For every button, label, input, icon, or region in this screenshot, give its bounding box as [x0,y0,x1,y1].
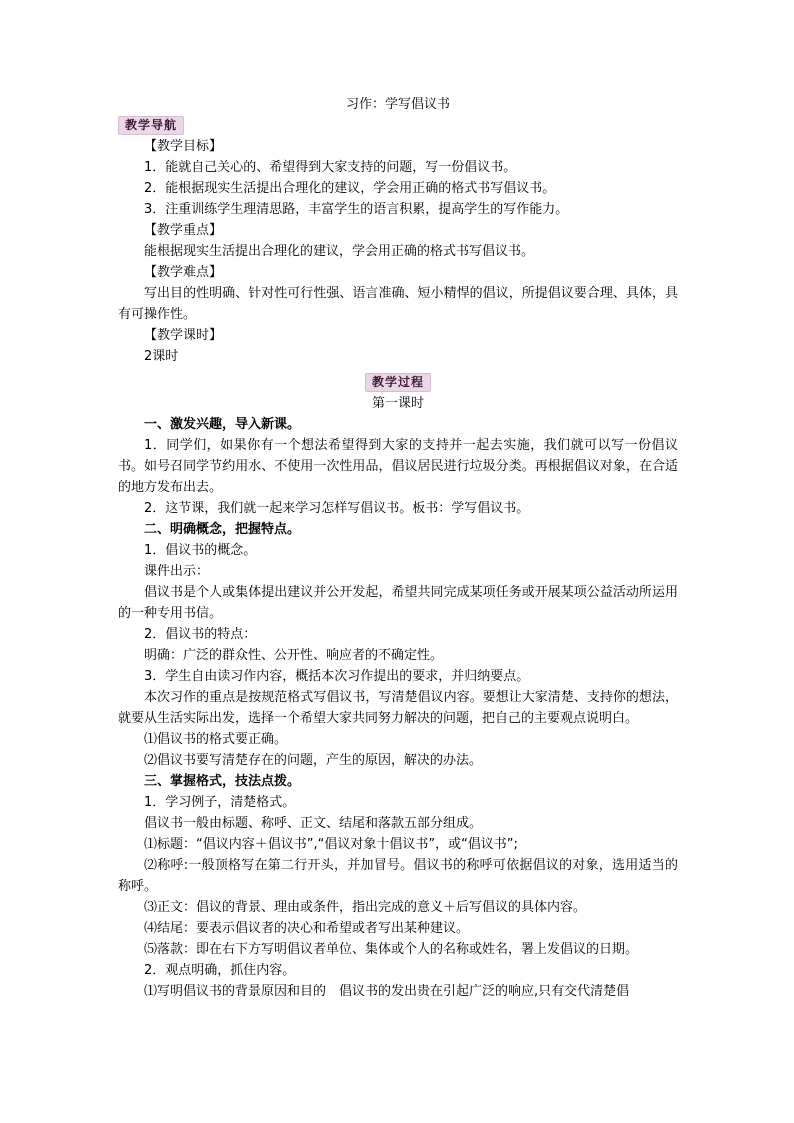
paragraph: 1．学习例子，清楚格式。 [144,795,296,810]
key-heading: 【教学重点】 [144,223,223,238]
paragraph: ⑴标题：“倡议内容＋倡议书”,“倡议对象十倡议书”，或“倡议书”; [144,837,518,852]
paragraph: 2．这节课，我们就一起来学习怎样写倡议书。板书：学写倡议书。 [144,501,530,516]
paragraph: 倡议书是个人或集体提出建议并公开发起，希望共同完成某项任务或开展某项公益活动所运用的一种专用书信。 [118,585,678,621]
paragraph: 课件出示： [144,564,210,579]
hours-heading: 【教学课时】 [144,328,223,343]
goal-item: 1．能就自己关心的、希望得到大家支持的问题，写一份倡议书。 [144,160,517,175]
paragraph: 2．观点明确，抓住内容。 [144,963,296,978]
difficulty-text: 写出目的性明确、针对性可行性强、语言准确、短小精悍的倡议，所提倡议要合理、具体，具有可操作性。 [118,286,678,322]
key-text: 能根据现实生活提出合理化的建议，学会用正确的格式书写倡议书。 [144,244,535,259]
goals-heading: 【教学目标】 [144,139,223,154]
paragraph: ⑵称呼:一般顶格写在第二行开头，并加冒号。倡议书的称呼可依据倡议的对象，选用适当的称呼。 [118,858,678,894]
paragraph: ⑸落款：即在右下方写明倡议者单位、集体或个人的名称或姓名，署上发倡议的日期。 [144,942,639,957]
paragraph: 1．同学们，如果你有一个想法希望得到大家的支持并一起去实施，我们就可以写一份倡议书。如号召同学节约用水、不使用一次性用品，倡议居民进行垃圾分类。再根据倡议对象，在合适的地方发布出去。 [118,438,678,495]
hours-value: 2课时 [144,349,179,364]
paragraph: ⑴倡议书的格式要正确。 [144,732,288,747]
section-heading: 一、激发兴趣，导入新课。 [144,417,301,432]
paragraph: 倡议书一般由标题、称呼、正文、结尾和落款五部分组成。 [144,816,483,831]
paragraph: 本次习作的重点是按规范格式写倡议书，写清楚倡议内容。要想让大家清楚、支持你的想法，就要从生活实际出发，选择一个希望大家共同努力解决的问题，把自己的主要观点说明白。 [118,690,678,726]
section-heading: 二、明确概念，把握特点。 [144,522,301,537]
paragraph: 2．倡议书的特点： [144,627,257,642]
goal-item: 3．注重训练学生理清思路，丰富学生的语言积累，提高学生的写作能力。 [144,202,569,217]
paragraph: ⑴写明倡议书的背景原因和目的 倡议书的发出贵在引起广泛的响应,只有交代清楚倡 [144,984,630,999]
paragraph: ⑷结尾：要表示倡议者的决心和希望或者写出某种建议。 [144,921,470,936]
process-badge-row [118,371,678,393]
paragraph: 明确：广泛的群众性、公开性、响应者的不确定性。 [144,648,444,663]
paragraph: 1．倡议书的概念。 [144,543,257,558]
paragraph: ⑶正文：倡议的背景、理由或条件，指出完成的意义＋后写倡议的具体内容。 [144,900,587,915]
process-badge: 教学过程 [365,373,431,392]
document-title: 习作：学写倡议书 [345,97,450,112]
difficulty-heading: 【教学难点】 [144,265,223,280]
guide-badge-row [118,114,678,136]
document-page [118,96,678,1002]
paragraph: ⑵倡议书要写清楚存在的问题，产生的原因，解决的办法。 [144,753,483,768]
lesson-title: 第一课时 [371,396,424,411]
paragraph: 3．学生自由读习作内容，概括本次习作提出的要求，并归纳要点。 [144,669,530,684]
goal-item: 2．能根据现实生活提出合理化的建议，学会用正确的格式书写倡议书。 [144,181,556,196]
guide-badge: 教学导航 [118,116,184,135]
section-heading: 三、掌握格式，技法点拨。 [144,774,301,789]
